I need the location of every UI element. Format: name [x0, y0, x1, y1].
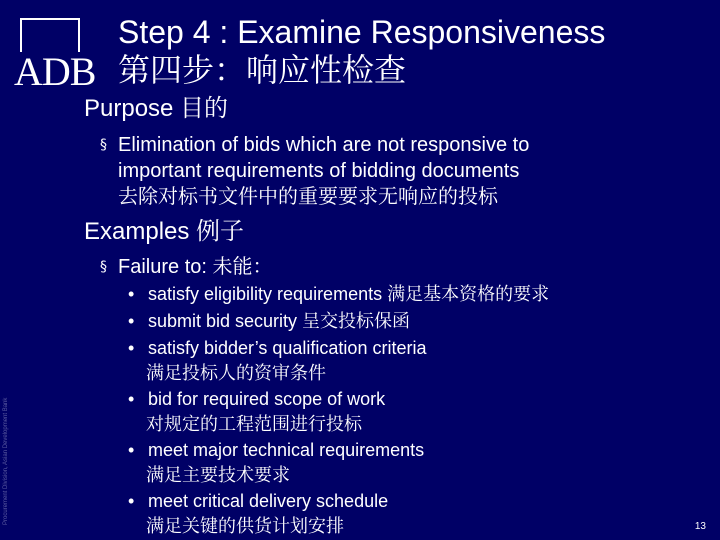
heading-examples: Examples 例子 [84, 218, 245, 245]
adb-logo [14, 18, 98, 94]
example-item-scope-zh: 对规定的工程范围进行投标 [146, 414, 362, 434]
side-note [3, 345, 13, 525]
heading-purpose: Purpose 目的 [84, 95, 229, 122]
purpose-line-3: 去除对标书文件中的重要要求无响应的投标 [118, 186, 498, 208]
slide-title-chinese: 第四步：响应性检查 [118, 52, 407, 88]
example-item-text: bid for required scope of work [148, 389, 386, 409]
dot-bullet-icon: • [128, 311, 135, 331]
slide-title-english: Step 4 : Examine Responsiveness [118, 14, 606, 50]
failure-to-text: Failure to: 未能： [118, 256, 273, 278]
example-item-text: satisfy bidder’s qualification criteria [148, 338, 427, 358]
dot-bullet-icon: • [128, 440, 135, 460]
dot-bullet-icon: • [128, 284, 135, 304]
example-item-text: meet critical delivery schedule [148, 491, 389, 511]
dot-bullet-icon: • [128, 491, 135, 511]
example-item-delivery-zh: 满足关键的供货计划安排 [146, 516, 344, 536]
square-bullet-icon: § [100, 137, 107, 153]
dot-bullet-icon: • [128, 338, 135, 358]
purpose-text [118, 132, 529, 210]
square-bullet-icon: § [100, 259, 107, 275]
page-number: 13 [694, 521, 706, 532]
example-item-qualification-zh: 满足投标人的资审条件 [146, 363, 326, 383]
example-item-text: meet major technical requirements [148, 440, 425, 460]
example-item-text: satisfy eligibility requirements 满足基本资格的要求 [148, 284, 550, 304]
example-item-technical-zh: 满足主要技术要求 [146, 465, 290, 485]
purpose-line-2: important requirements of bidding documents [118, 160, 520, 182]
purpose-line-1: Elimination of bids which are not responsive to [118, 134, 530, 156]
side-note-text: Procurement Division, Asian Development Bank [3, 397, 9, 525]
example-item-text: submit bid security 呈交投标保函 [148, 311, 411, 331]
dot-bullet-icon: • [128, 389, 135, 409]
logo-text: ADB [14, 49, 96, 94]
